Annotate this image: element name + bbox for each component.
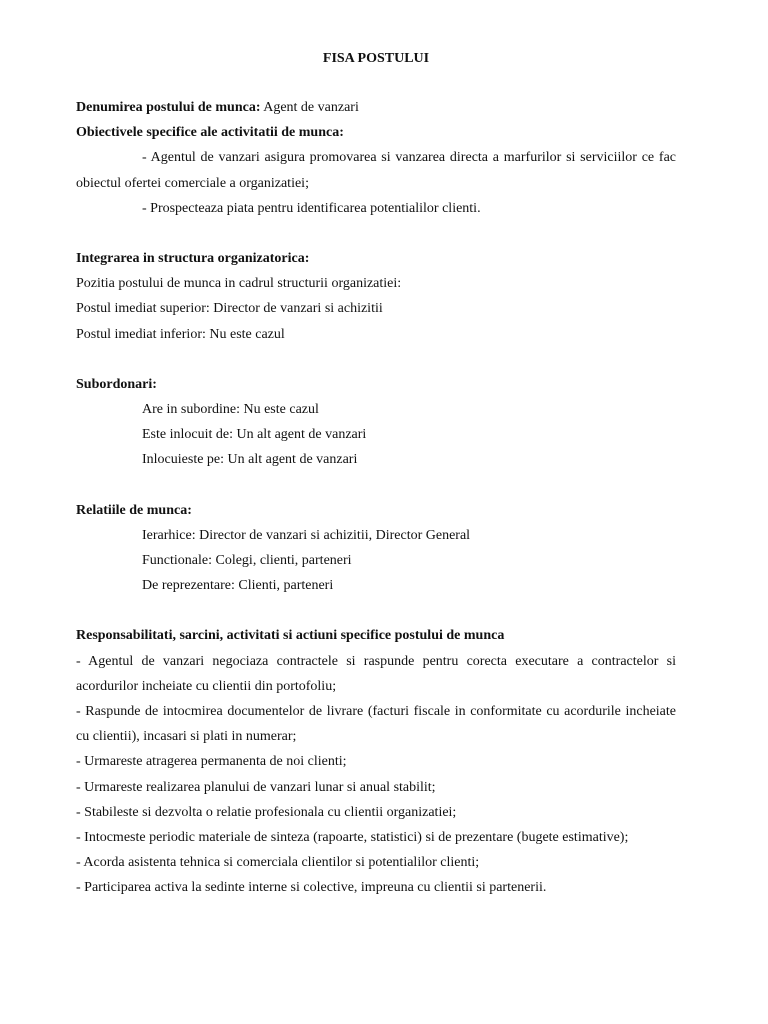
subordination-line: Este inlocuit de: Un alt agent de vanzari bbox=[142, 427, 367, 443]
spacer bbox=[76, 347, 676, 372]
responsibility-item: - Intocmeste periodic materiale de sinteza (rapoarte, statistici) si de prezentare (bugete estimative); bbox=[76, 830, 629, 846]
responsibility-item: - Agentul de vanzari negociaza contractele si raspunde pentru corecta executare a contractelor si acordurilor incheiate cu clientii din portofoliu; bbox=[76, 653, 676, 694]
job-title-value: Agent de vanzari bbox=[260, 100, 359, 115]
responsibility-item: - Urmareste atragerea permanenta de noi clienti; bbox=[76, 754, 347, 770]
relations-line: Ierarhice: Director de vanzari si achizitii, Director General bbox=[142, 527, 471, 543]
spacer bbox=[76, 221, 676, 246]
responsibility-item: - Raspunde de intocmirea documentelor de livrare (facturi fiscale in conformitate cu acordurile incheiate cu clientii), incasari si plati in numerar; bbox=[76, 704, 676, 745]
objective-item: - Agentul de vanzari asigura promovarea si vanzarea directa a marfurilor si serviciilor ce fac obiectul ofertei comerciale a organizatiei; bbox=[76, 150, 676, 191]
relations-heading: Relatiile de munca: bbox=[76, 502, 192, 518]
objective-item: - Prospecteaza piata pentru identificarea potentialilor clienti. bbox=[142, 200, 481, 216]
responsibility-item: - Participarea activa la sedinte interne si colective, impreuna cu clientii si partenerii. bbox=[76, 880, 547, 896]
integration-line: Postul imediat inferior: Nu este cazul bbox=[76, 326, 285, 342]
subordination-heading: Subordonari: bbox=[76, 376, 157, 392]
integration-heading: Integrarea in structura organizatorica: bbox=[76, 251, 310, 267]
relations-line: Functionale: Colegi, clienti, parteneri bbox=[142, 553, 352, 569]
document-page bbox=[76, 49, 676, 901]
subordination-line: Inlocuieste pe: Un alt agent de vanzari bbox=[142, 452, 358, 468]
integration-line: Pozitia postului de munca in cadrul structurii organizatiei: bbox=[76, 276, 402, 292]
spacer bbox=[76, 69, 676, 95]
responsibility-item: - Acorda asistenta tehnica si comerciala clientilor si potentialilor clienti; bbox=[76, 855, 480, 871]
job-title-label: Denumirea postului de munca: bbox=[76, 100, 261, 115]
integration-line: Postul imediat superior: Director de vanzari si achizitii bbox=[76, 301, 383, 317]
relations-line: De reprezentare: Clienti, parteneri bbox=[142, 578, 334, 594]
responsibilities-heading: Responsabilitati, sarcini, activitati si actiuni specifice postului de munca bbox=[76, 628, 505, 644]
job-title-line bbox=[76, 95, 676, 120]
spacer bbox=[76, 473, 676, 498]
document-title: FISA POSTULUI bbox=[322, 51, 430, 66]
spacer bbox=[76, 598, 676, 623]
responsibility-item: - Urmareste realizarea planului de vanzari lunar si anual stabilit; bbox=[76, 779, 436, 795]
responsibility-item: - Stabileste si dezvolta o relatie profesionala cu clientii organizatiei; bbox=[76, 804, 457, 820]
subordination-line: Are in subordine: Nu este cazul bbox=[142, 402, 319, 418]
objectives-heading: Obiectivele specifice ale activitatii de munca: bbox=[76, 125, 344, 141]
